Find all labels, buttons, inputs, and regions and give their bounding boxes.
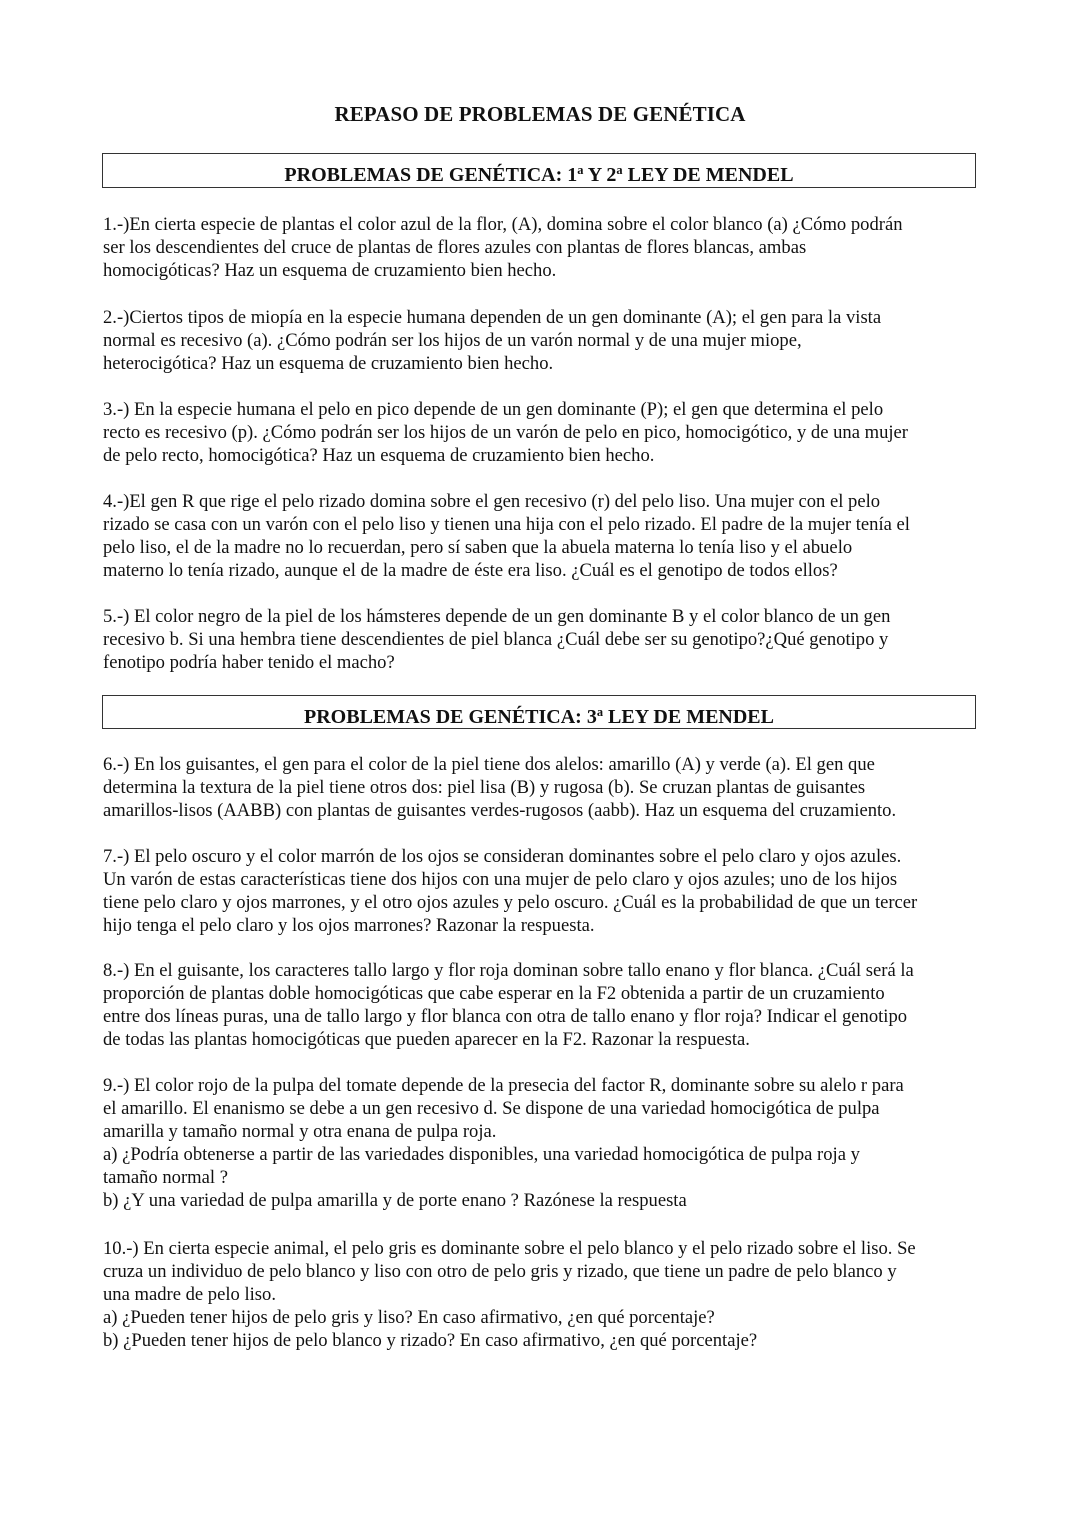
problem-2: 2.-)Ciertos tipos de miopía en la especie humana dependen de un gen dominante (A); el gen para la vista normal es recesivo (a). ¿Cómo podrán ser los hijos de un varón normal y de una mujer miope, heterocigótica? Haz un esquema de cruzamiento bien hecho. bbox=[103, 307, 882, 374]
problem-3: 3.-) En la especie humana el pelo en pico depende de un gen dominante (P); el gen que determina el pelo recto es recesivo (p). ¿Cómo podrán ser los hijos de un varón de pelo en pico, homocigótico, y de una mujer de pelo recto, homocigótica? Haz un esquema de cruzamiento bien hecho. bbox=[103, 399, 908, 466]
problem-10: 10.-) En cierta especie animal, el pelo gris es dominante sobre el pelo blanco y el pelo rizado sobre el liso. Se cruza un individuo de pelo blanco y liso con otro de pelo gris y rizado, que tiene un padre de pelo blanco y una madre de pelo liso. a) ¿Pueden tener hijos de pelo gris y liso? En caso afirmativo, ¿en qué porcentaje? b) ¿Pueden tener hijos de pelo blanco y rizado? En caso afirmativo, ¿en qué porcentaje? bbox=[103, 1238, 916, 1351]
section-heading-mendel-1-2: PROBLEMAS DE GENÉTICA: 1$^a$ Y 2$^a$ LEY DE MENDEL bbox=[102, 153, 976, 188]
section-heading-mendel-3: PROBLEMAS DE GENÉTICA: 3$^a$ LEY DE MENDEL bbox=[102, 695, 976, 729]
problem-4: 4.-)El gen R que rige el pelo rizado domina sobre el gen recesivo (r) del pelo liso. Una mujer con el pelo rizado se casa con un varón con el pelo liso y tienen una hija con el pelo rizado. El padre de la mujer tenía el pelo liso, el de la madre no lo recuerdan, pero sí saben que la abuela materna lo tenía liso y el abuelo materno lo tenía rizado, aunque el de la madre de éste era liso. ¿Cuál es el genotipo de todos ellos? bbox=[103, 491, 910, 581]
problem-8: 8.-) En el guisante, los caracteres tallo largo y flor roja dominan sobre tallo enano y flor blanca. ¿Cuál será la proporción de plantas doble homocigóticas que cabe esperar en la F2 obtenida a partir de un cruzamiento entre dos líneas puras, una de tallo largo y flor blanca con otra de tallo enano y flor roja? Indicar el genotipo de todas las plantas homocigóticas que pueden aparecer en la F2. Razonar la respuesta. bbox=[103, 960, 914, 1050]
problem-6: 6.-) En los guisantes, el gen para el color de la piel tiene dos alelos: amarillo (A) y verde (a). El gen que determina la textura de la piel tiene otros dos: piel lisa (B) y rugosa (b). Se cruzan plantas de guisantes amarillos-lisos (AABB) con plantas de guisantes verdes-rugosos (aabb). Haz un esquema del cruzamiento. bbox=[103, 754, 897, 821]
problem-7: 7.-) El pelo oscuro y el color marrón de los ojos se consideran dominantes sobre el pelo claro y ojos azules. Un varón de estas características tiene dos hijos con una mujer de pelo claro y ojos azules; uno de los hijos tiene pelo claro y ojos marrones, y el otro ojos azules y pelo oscuro. ¿Cuál es la probabilidad de que un tercer hijo tenga el pelo claro y los ojos marrones? Razonar la respuesta. bbox=[103, 846, 918, 936]
problem-9: 9.-) El color rojo de la pulpa del tomate depende de la presecia del factor R, dominante sobre su alelo r para el amarillo. El enanismo se debe a un gen recesivo d. Se dispone de una variedad homocigótica de pulpa amarilla y tamaño normal y otra enana de pulpa roja. a) ¿Podría obtenerse a partir de las variedades disponibles, una variedad homocigótica de pulpa roja y tamaño normal ? b) ¿Y una variedad de pulpa amarilla y de porte enano ? Razónese la respuesta bbox=[103, 1075, 904, 1211]
page-title: REPASO DE PROBLEMAS DE GENÉTICA bbox=[334, 102, 746, 126]
problem-5: 5.-) El color negro de la piel de los hámsteres depende de un gen dominante B y el color blanco de un gen recesivo b. Si una hembra tiene descendientes de piel blanca ¿Cuál debe ser su genotipo?¿Qué genotipo y fenotipo podría haber tenido el macho? bbox=[103, 606, 891, 673]
problem-1: 1.-)En cierta especie de plantas el color azul de la flor, (A), domina sobre el color blanco (a) ¿Cómo podrán ser los descendientes del cruce de plantas de flores azules con plantas de flores blancas, ambas homocigóticas? Haz un esquema de cruzamiento bien hecho. bbox=[103, 214, 903, 281]
